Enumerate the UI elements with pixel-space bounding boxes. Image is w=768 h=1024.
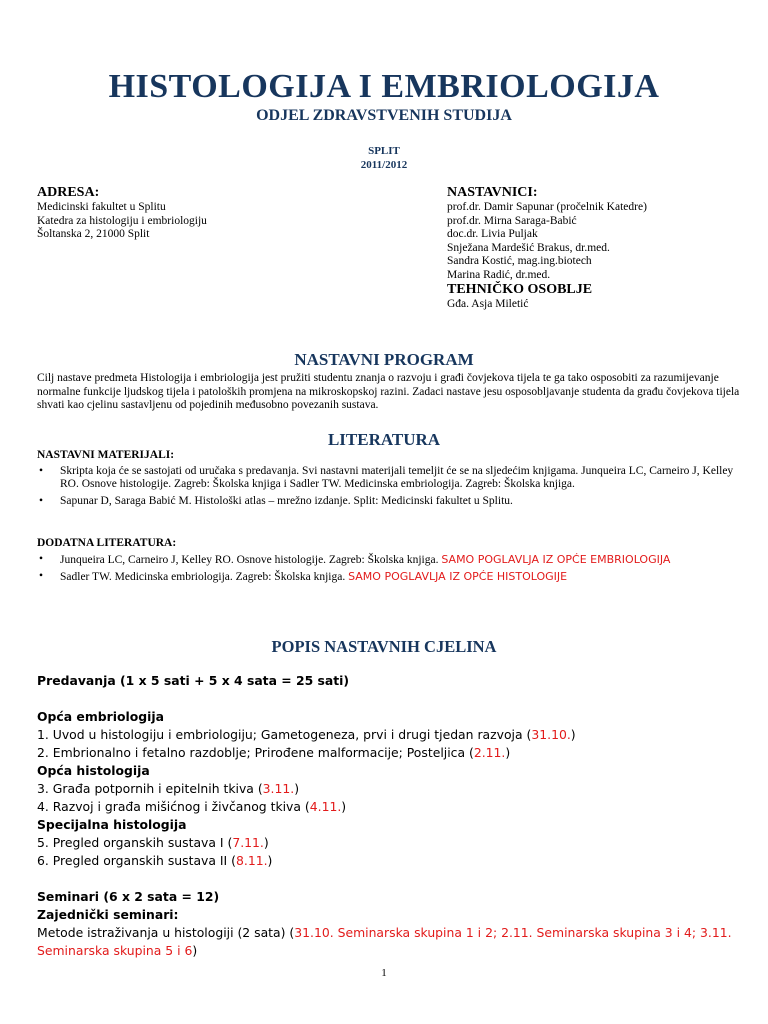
reference-note: SAMO POGLAVLJA IZ OPĆE HISTOLOGIJE (348, 570, 568, 583)
category-heading: Opća embriologija (37, 709, 164, 724)
lectures-heading: Predavanja (1 x 5 sati + 5 x 4 sata = 25 sati) (37, 673, 350, 688)
address-line: Medicinski fakultet u Splitu (37, 201, 166, 213)
lecture-date: 3.11. (262, 781, 295, 796)
page-number: 1 (381, 967, 387, 979)
lecture-item: 6. Pregled organskih sustava II (8.11.) (37, 853, 273, 868)
lecture-item: 2. Embrionalno i fetalno razdoblje; Prirođene malformacije; Posteljica (2.11.) (37, 745, 511, 760)
staff-heading: TEHNIČKO OSOBLJE (447, 282, 593, 297)
seminar-item: Metode istraživanja u histologiji (2 sata) (31.10. Seminarska skupina 1 i 2; 2.11. Seminarska skupina 3 i 4; 3.11. Seminarska skupina 5 i 6) (37, 925, 732, 958)
lecture-item: 5. Pregled organskih sustava I (7.11.) (37, 835, 269, 850)
address-heading: ADRESA: (37, 185, 100, 200)
teacher-line: Sandra Kostić, mag.ing.biotech (447, 255, 592, 267)
list-item (37, 570, 742, 585)
list-item (37, 553, 742, 568)
document-title: HISTOLOGIJA I EMBRIOLOGIJA (108, 68, 660, 105)
lecture-date: 2.11. (473, 745, 506, 760)
lecture-date: 4.11. (309, 799, 342, 814)
address-block (37, 185, 397, 242)
reference-note: SAMO POGLAVLJA IZ OPĆE EMBRIOLOGIJA (441, 552, 671, 566)
document-subtitle: ODJEL ZDRAVSTVENIH STUDIJA (256, 107, 512, 124)
units-list (37, 672, 757, 960)
seminar-schedule: 31.10. Seminarska skupina 1 i 2; 2.11. Seminarska skupina 3 i 4; 3.11. Seminarska skupina 5 i 6 (37, 925, 732, 958)
seminars-heading: Seminari (6 x 2 sata = 12) (37, 889, 220, 904)
teacher-line: doc.dr. Livia Puljak (447, 228, 538, 240)
address-line: Šoltanska 2, 21000 Split (37, 228, 150, 240)
teachers-block (447, 185, 747, 312)
teachers-heading: NASTAVNICI: (447, 185, 538, 200)
program-paragraph: Cilj nastave predmeta Histologija i embriologija jest pružiti studentu znanja o razvoju i građi čovjekova tijela te ga tako osposobiti za razumijevanje normalne funkcije ljudskog tijela i patoloških promjena na mikroskopskoj razini. Zadaci nastave jesu osposobljavanje studenta da građu čovjekova tijela shvati kao cjelinu sastavljenu od pojedinih međusobno povezanih sustava. (37, 372, 740, 411)
program-heading: NASTAVNI PROGRAM (294, 350, 474, 369)
units-heading: POPIS NASTAVNIH CJELINA (271, 637, 497, 656)
reference-text: Junqueira LC, Carneiro J, Kelley RO. Osnove histologije. Zagreb: Školska knjiga. (60, 553, 442, 566)
teacher-line: prof.dr. Damir Sapunar (pročelnik Katedre) (447, 201, 647, 213)
extra-literature-label: DODATNA LITERATURA: (37, 537, 177, 549)
staff-line: Gđa. Asja Miletić (447, 298, 529, 310)
category-heading: Specijalna histologija (37, 817, 187, 832)
common-seminars-heading: Zajednički seminari: (37, 907, 179, 922)
address-line: Katedra za histologiju i embriologiju (37, 214, 207, 227)
lecture-date: 31.10. (531, 727, 571, 742)
materials-label: NASTAVNI MATERIJALI: (37, 449, 175, 461)
teacher-line: prof.dr. Mirna Saraga-Babić (447, 214, 577, 227)
list-item: • Sapunar D, Saraga Babić M. Histološki atlas – mrežno izdanje. Split: Medicinski fakultet u Splitu. (37, 495, 742, 509)
extra-literature-list (37, 553, 742, 585)
lecture-item: 4. Razvoj i građa mišićnog i živčanog tkiva (4.11.) (37, 799, 347, 814)
lecture-date: 8.11. (236, 853, 268, 868)
extra-literature-block (37, 537, 742, 588)
teacher-line: Snježana Mardešić Brakus, dr.med. (447, 241, 610, 254)
category-heading: Opća histologija (37, 763, 150, 778)
city-label: SPLIT (368, 145, 400, 157)
teacher-line: Marina Radić, dr.med. (447, 268, 551, 281)
reference-text: Sadler TW. Medicinska embriologija. Zagreb: Školska knjiga. (60, 571, 349, 583)
academic-year: 2011/2012 (360, 159, 408, 171)
materials-list (37, 465, 742, 509)
lecture-date: 7.11. (232, 835, 264, 850)
materials-block (37, 449, 742, 511)
list-item: • Skripta koja će se sastojati od uručaka s predavanja. Svi nastavni materijali temeljit će se na sljedećim knjigama. Junqueira LC, Carneiro J, Kelley RO. Osnove histologije. Zagreb: Školska knjiga i Sadler TW. Medicinska embriologija. Zagreb: Školska knjiga. (37, 465, 742, 492)
literature-heading: LITERATURA (327, 430, 441, 449)
lecture-item: 3. Građa potpornih i epitelnih tkiva (3.11.) (37, 781, 300, 796)
lecture-item: 1. Uvod u histologiju i embriologiju; Gametogeneza, prvi i drugi tjedan razvoja (31.10.) (37, 727, 576, 742)
